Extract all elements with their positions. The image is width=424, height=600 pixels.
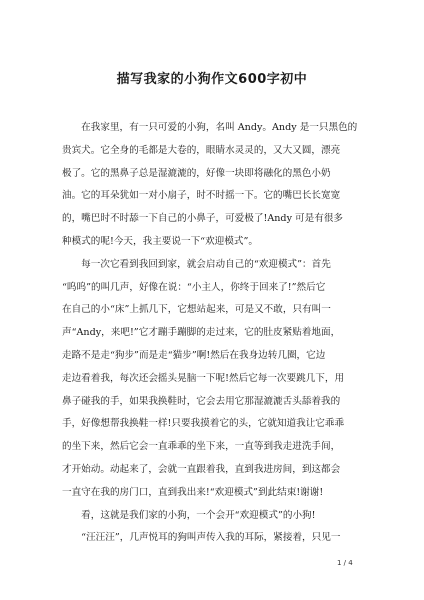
text-line: 声“Andy，来吧!”它才蹦手蹦脚的走过来，它的肚皮紧贴着地面，: [62, 327, 341, 339]
document-title: 描写我家的小狗作文600字初中: [116, 72, 308, 87]
text-line: “呜呜”的叫几声，好像在说：“小主人，你终于回来了!”然后它: [62, 281, 326, 293]
text-line: 种模式的呢!今天，我主要说一下“欢迎模式”。: [62, 235, 258, 247]
text-line: 的坐下来，然后它会一直乖乖的坐下来，一直等到我走进洗手间，: [62, 441, 341, 453]
text-line: 才开始动。动起来了，会就一直跟着我，直到我进房间，到这都会: [62, 463, 341, 475]
document-body: [62, 117, 362, 550]
text-line: 鼻子碰我的手，如果我换鞋时，它会去用它那湿漉漉舌头舔着我的: [62, 395, 341, 407]
text-line: 的，嘴巴时不时舔一下自己的小鼻子，可爱极了!Andy 可是有很多: [62, 213, 344, 225]
page-number: 1 / 4: [337, 559, 353, 567]
text-line: 在我家里，有一只可爱的小狗，名叫 Andy。Andy 是一只黑色的: [62, 122, 358, 133]
text-line: 贵宾犬。它全身的毛都是大卷的，眼睛水灵灵的，又大又圆，漂亮: [62, 144, 341, 156]
text-line: 走路不是走“狗步”而是走“猫步”啊!然后在我身边转几圈，它边: [62, 349, 326, 361]
text-line: 每一次它看到我回到家，就会启动自己的“欢迎模式”：首先: [62, 258, 331, 270]
text-line: “汪汪汪”，几声悦耳的狗叫声传入我的耳际，紧接着，只见一: [62, 532, 341, 544]
text-line: 手，好像想帮我换鞋一样!只要我摸着它的头，它就知道我让它乖乖: [62, 418, 345, 430]
text-line: 极了。它的黑鼻子总是湿漉漉的，好像一块即将融化的黑色小奶: [62, 167, 331, 179]
text-line: 走边看着我，每次还会摇头晃脑一下呢!然后它每一次要跳几下，用: [62, 372, 345, 384]
text-line: 油。它的耳朵犹如一对小扇子，时不时摇一下。它的嘴巴长长宽宽: [62, 190, 341, 202]
text-line: 看，这就是我们家的小狗，一个会开“欢迎模式”的小狗!: [62, 509, 316, 521]
text-line: 一直守在我的房门口，直到我出来!“欢迎模式”到此结束!谢谢!: [62, 486, 324, 498]
text-line: 在自己的小“床”上抓几下，它想站起来，可是又不敢，只有叫一: [62, 304, 331, 316]
